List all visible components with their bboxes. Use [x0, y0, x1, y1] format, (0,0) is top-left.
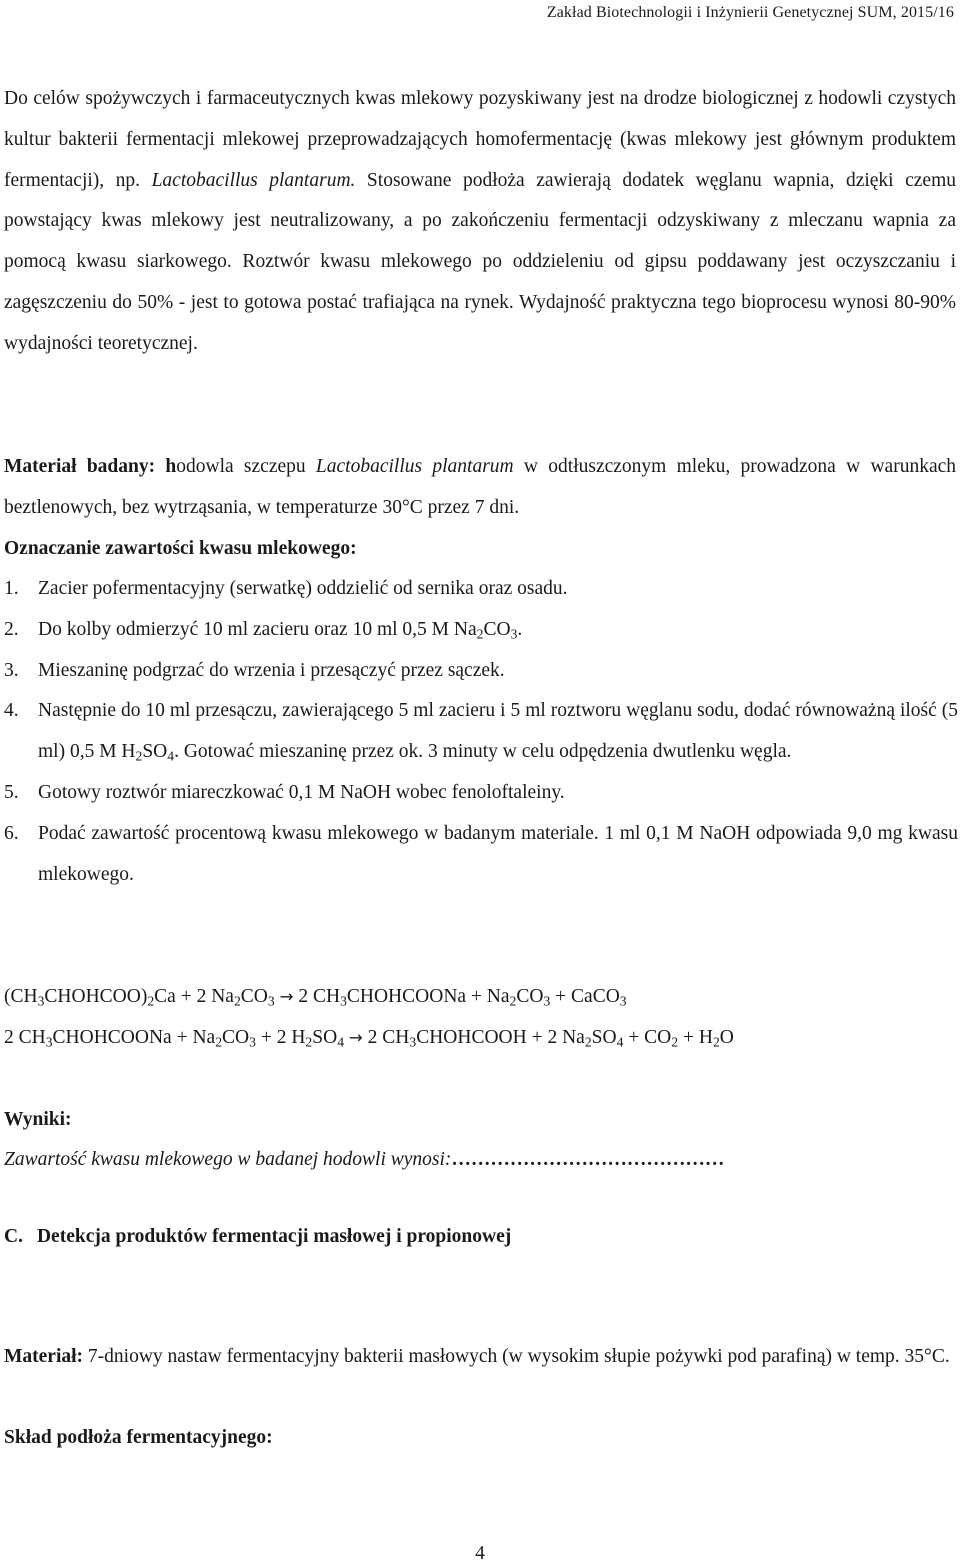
- reaction-arrow-icon: →: [279, 987, 294, 1006]
- step-4: 4. Następnie do 10 ml przesączu, zawierającego 5 ml zacieru i 5 ml roztworu węglanu sodu, dodać równoważną ilość (5 ml) 0,5 M $H_2SO_4$. Gotować mieszaninę przez ok. 3 minuty w celu odpędzenia dwutlenku węgla.: [4, 700, 958, 764]
- equation-2: 2 $CH_3CHOHCOONa + Na_2CO_3 + 2$ $H_2SO_4 \to 2$ $CH_3CHOHCOOH + 2$ $Na_2SO_4 + CO_2 + H_2O$: [4, 1027, 734, 1050]
- results-heading: Wyniki:: [4, 1109, 72, 1130]
- reaction-arrow-icon: →: [348, 1028, 363, 1047]
- equation-1: $(CH_3CHOHCOO)_2Ca + 2$ $Na_2CO_3 \to 2$ $CH_3CHOHCOONa + Na_2CO_3$ + CaCO$_3$: [4, 986, 627, 1009]
- material-text-1: odowla szczepu: [176, 456, 316, 477]
- material-species: Lactobacillus plantarum: [315, 456, 514, 477]
- page-number: 4: [475, 1543, 485, 1564]
- results-line: Zawartość kwasu mlekowego w badanej hodowli wynosi:……………………………………: [4, 1149, 725, 1170]
- assay-steps: [4, 569, 958, 895]
- material2-label: Materiał:: [4, 1346, 84, 1367]
- material-label: Materiał badany: h: [4, 456, 177, 477]
- material-text-2: w odtłuszczonym mleku, prowadzona w warunkach beztlenowych, bez wytrząsania, w temperaturze 30°C przez 7 dni.: [4, 456, 957, 518]
- step-1: 1. Zacier pofermentacyjny (serwatkę) oddzielić od sernika oraz osadu.: [4, 578, 568, 599]
- running-header: Zakład Biotechnologii i Inżynierii Genetycznej SUM, 2015/16: [546, 4, 954, 21]
- step-3: 3. Mieszaninę podgrzać do wrzenia i przesączyć przez sączek.: [4, 659, 505, 681]
- intro-text-2: Stosowane podłoża zawierają dodatek węglanu wapnia, dzięki czemu powstający kwas mlekowy jest neutralizowany, a po zakończeniu fermentacji odzyskiwany z mleczanu wapnia za pomocą kwasu siarkowego. Roztwór kwasu mlekowego po oddzieleniu od gipsu poddawany jest oczyszczaniu i zagęszczeniu do 50% - jest to gotowa postać trafiająca na rynek. Wydajność praktyczna tego bioprocesu wynosi 80-90% wydajności teoretycznej.: [4, 169, 956, 354]
- step-2: 2. Do kolby odmierzyć 10 ml zacieru oraz 10 ml 0,5 M $Na_2CO_3$.: [4, 618, 523, 642]
- step-6: 6. Podać zawartość procentową kwasu mlekowego w badanym materiale. 1 ml 0,1 M NaOH odpowiada 9,0 mg kwasu mlekowego.: [4, 822, 958, 885]
- step-5: 5. Gotowy roztwór miareczkować 0,1 M NaOH wobec fenoloftaleiny.: [4, 781, 565, 803]
- intro-text-1: Do celów spożywczych i farmaceutycznych kwas mlekowy pozyskiwany jest na drodze biologicznej z hodowli czystych kultur bakterii fermentacji mlekowej przeprowadzających homofermentację (kwas mlekowy jest głównym produktem fermentacji), np.: [4, 88, 956, 191]
- intro-species: Lactobacillus plantarum.: [151, 169, 356, 191]
- medium-heading: Skład podłoża fermentacyjnego:: [4, 1427, 273, 1448]
- assay-heading: Oznaczanie zawartości kwasu mlekowego:: [4, 538, 357, 559]
- intro-paragraph: [4, 79, 956, 365]
- material-paragraph: [4, 447, 956, 529]
- material2-paragraph: Materiał: 7-dniowy nastaw fermentacyjny bakterii masłowych (w wysokim słupie pożywki pod parafiną) w temp. 35°C.: [4, 1346, 950, 1367]
- section-c-heading: C. Detekcja produktów fermentacji masłowej i propionowej: [4, 1226, 512, 1247]
- results-blank: ……………………………………: [451, 1149, 725, 1170]
